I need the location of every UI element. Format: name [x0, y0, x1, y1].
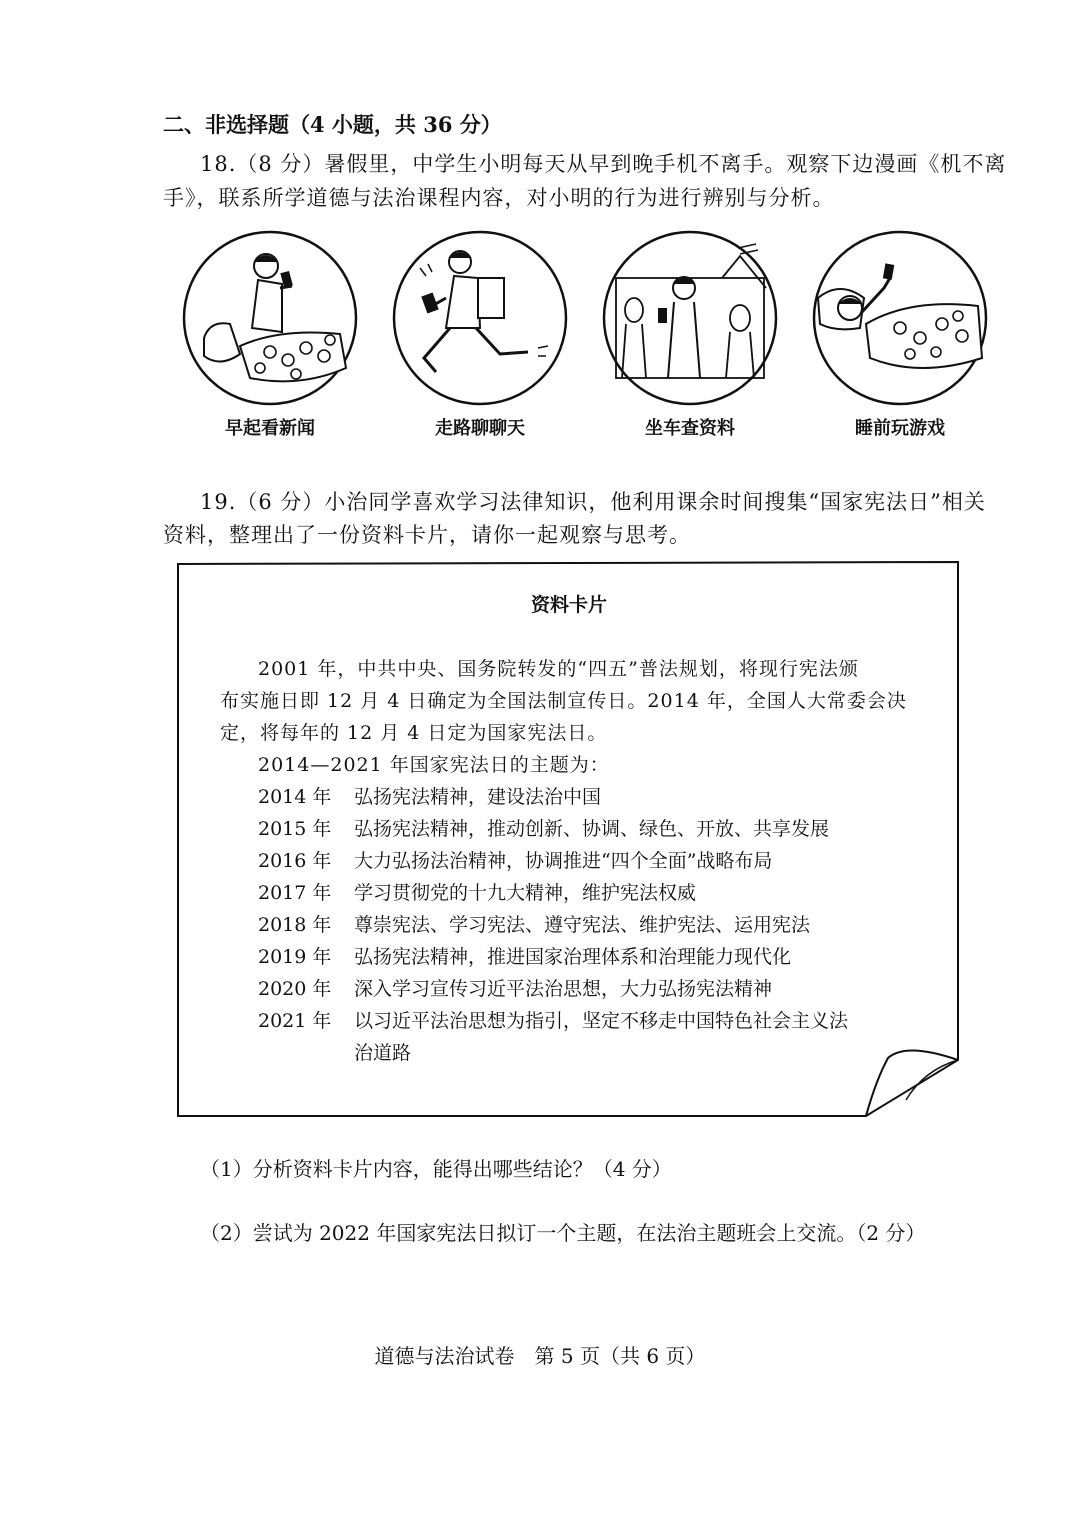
theme-row — [258, 942, 791, 969]
theme-year: 2017 年 — [258, 882, 332, 904]
comic-strip — [170, 228, 990, 458]
boy-on-bus-with-phone-icon — [590, 228, 790, 408]
card-para-line3: 定，将每年的 12 月 4 日定为国家宪法日。 — [220, 722, 608, 744]
theme-text: 深入学习宣传习近平法治思想，大力弘扬宪法精神 — [354, 978, 773, 1000]
theme-year: 2021 年 — [258, 1010, 332, 1032]
comic-panel-3 — [590, 228, 790, 439]
theme-year: 2016 年 — [258, 850, 332, 872]
q19-stem-line2: 资料，整理出了一份资料卡片，请你一起观察与思考。 — [163, 523, 691, 547]
theme-year: 2014 年 — [258, 786, 332, 808]
page-footer: 道德与法治试卷 第 5 页（共 6 页） — [374, 1344, 706, 1368]
theme-year: 2020 年 — [258, 978, 332, 1000]
info-card — [176, 560, 962, 1120]
theme-text: 尊崇宪法、学习宪法、遵守宪法、维护宪法、运用宪法 — [354, 914, 811, 936]
theme-row — [258, 878, 696, 905]
section-title: 二、非选择题（4 小题，共 36 分） — [163, 112, 502, 137]
theme-year: 2019 年 — [258, 946, 332, 968]
q19-sub-question-2: （2）尝试为 2022 年国家宪法日拟订一个主题，在法治主题班会上交流。（2 分） — [200, 1221, 926, 1245]
boy-walking-with-phone-icon — [380, 228, 580, 408]
panel-caption-4: 睡前玩游戏 — [855, 418, 945, 439]
theme-year: 2015 年 — [258, 818, 332, 840]
panel-caption-1: 早起看新闻 — [225, 418, 315, 439]
theme-row — [258, 782, 601, 809]
q18-stem-line2: 手》，联系所学道德与法治课程内容，对小明的行为进行辨别与分析。 — [163, 186, 835, 210]
theme-row — [258, 814, 829, 841]
theme-text: 弘扬宪法精神，建设法治中国 — [354, 786, 602, 808]
theme-row — [258, 974, 772, 1001]
theme-text-continuation: 治道路 — [354, 1042, 412, 1064]
card-para-line1: 2001 年，中共中央、国务院转发的“四五”普法规划，将现行宪法颁 — [258, 658, 859, 680]
themes-heading: 2014—2021 年国家宪法日的主题为： — [258, 754, 610, 776]
card-title: 资料卡片 — [530, 594, 607, 616]
card-para-line2: 布实施日即 12 月 4 日确定为全国法制宣传日。2014 年，全国人大常委会决 — [220, 690, 907, 712]
theme-text: 学习贯彻党的十九大精神，维护宪法权威 — [354, 882, 697, 904]
comic-panel-1 — [170, 228, 370, 439]
q18-stem-line1: 18.（8 分）暑假里，中学生小明每天从早到晚手机不离手。观察下边漫画《机不离 — [200, 152, 1007, 176]
theme-text: 以习近平法治思想为指引，坚定不移走中国特色社会主义法 — [354, 1010, 849, 1032]
theme-row — [258, 910, 810, 937]
theme-year: 2018 年 — [258, 914, 332, 936]
panel-caption-3: 坐车查资料 — [645, 418, 735, 439]
theme-row — [258, 1006, 848, 1033]
theme-text: 弘扬宪法精神，推进国家治理体系和治理能力现代化 — [354, 946, 792, 968]
comic-panel-2 — [380, 228, 580, 439]
theme-text: 弘扬宪法精神，推动创新、协调、绿色、开放、共享发展 — [354, 818, 830, 840]
comic-panel-4 — [800, 228, 1000, 439]
theme-row — [258, 846, 772, 873]
boy-lying-in-bed-with-phone-icon — [800, 228, 1000, 408]
q19-stem-line1: 19.（6 分）小治同学喜欢学习法律知识，他利用课余时间搜集“国家宪法日”相关 — [200, 490, 986, 514]
theme-text: 大力弘扬法治精神，协调推进“四个全面”战略布局 — [354, 850, 773, 872]
q19-sub-question-1: （1）分析资料卡片内容，能得出哪些结论？（4 分） — [200, 1157, 672, 1181]
panel-caption-2: 走路聊聊天 — [435, 418, 525, 439]
boy-sitting-in-bed-with-phone-icon — [170, 228, 370, 408]
